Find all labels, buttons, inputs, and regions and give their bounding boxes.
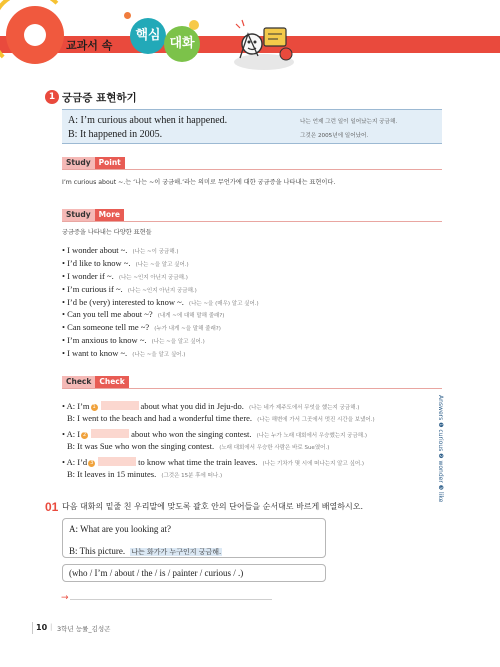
check-item: • A: I 2 about who won the singing contest. (나는 누가 노래 대회에서 우승했는지 궁금해.) B: It was Sue who won the singing contest. (노래 대회에서 우승한 사람은 바로 Sue였어.): [62, 429, 368, 451]
list-item: • I’d like to know ~. (나는 ~을 알고 싶어.): [62, 257, 189, 268]
check-item: • A: I’m 1 about what you did in Jeju-do. (나는 네가 제주도에서 무엇을 했는지 궁금해.) B: I went to the beach and had a wonderful time there. (나는 해변에 가서 그곳에서 멋진 시간을 보냈어.): [62, 401, 375, 423]
divider: [62, 169, 442, 170]
arrow-icon: →: [61, 593, 69, 603]
study-more-intro: 궁금증을 나타내는 다양한 표현들: [62, 229, 152, 236]
study-tag-label: Study: [62, 209, 95, 221]
question-text: 다음 대화의 밑줄 친 우리말에 맞도록 괄호 안의 단어들을 순서대로 바르게 배열하시오.: [62, 502, 363, 511]
bubble-dialog: 대화: [164, 26, 200, 62]
page-number: 10: [36, 623, 48, 632]
dialog-line-ko: 나는 언제 그런 일이 일어났는지 궁금해.: [300, 119, 398, 125]
list-item: • Can you tell me about ~? (내게 ~에 대해 말해 줄래?): [62, 309, 225, 320]
list-item: • I’d be (very) interested to know ~. (나는 ~을 (매우) 알고 싶어.): [62, 296, 259, 307]
list-item: • Can someone tell me ~? (누가 내게 ~을 말해 줄래?): [62, 322, 221, 333]
underlined-korean: 나는 화가가 누구인지 궁금해.: [131, 548, 222, 556]
dot-decoration-yellow: [189, 20, 199, 30]
study-more-tag: [62, 209, 124, 221]
dialog-line-en: A: I’m curious about when it happened.: [68, 115, 228, 126]
check-tag-label: Check: [62, 376, 95, 388]
blank-number-badge: 2: [83, 432, 87, 438]
word-bank: (who / I’m / about / the / is / painter / curious / .): [69, 568, 244, 578]
dot-decoration: [124, 12, 131, 19]
dialog-line-en: B: It happened in 2005.: [68, 129, 163, 140]
answers-sidebar: [434, 395, 444, 505]
footer-separator: |: [50, 623, 53, 631]
study-point-tag: [62, 157, 125, 169]
expression-list: [62, 238, 432, 359]
list-item: • I’m anxious to know ~. (나는 ~을 알고 싶어.): [62, 335, 205, 346]
answer-line[interactable]: [70, 599, 272, 600]
list-item: • I’m curious if ~. (나는 ~인지 아닌지 궁금해.): [62, 283, 197, 294]
yellow-arc-decoration: [0, 0, 70, 70]
point-tag-label: Point: [95, 157, 125, 169]
list-item: • I wonder if ~. (나는 ~인지 아닌지 궁금해.): [62, 270, 188, 281]
question-dialog-box: [62, 518, 326, 558]
check-tag-label-2: Check: [95, 376, 128, 388]
study-point-text: I’m curious about ~.는 ‘나는 ~이 궁금해.’라는 의미로 무언가에 대한 궁금증을 나타내는 표현이다.: [62, 179, 336, 186]
answers-label: Answers ❶ curious ❷ wonder ❸ like: [437, 395, 444, 503]
word-bank-box: [62, 564, 326, 582]
check-item: • A: I’d 3 to know what time the train leaves. (나는 기차가 몇 시에 떠나는지 알고 싶어.) B: It leaves in 15 minutes. (그것은 15분 후에 떠나.): [62, 457, 365, 479]
footer-divider: [32, 622, 33, 634]
more-tag-label: More: [95, 209, 124, 221]
list-item: • I wonder about ~. (나는 ~이 궁금해.): [62, 245, 179, 255]
footer-subtitle: 3학년 능률_김성곤: [57, 625, 111, 633]
dialog-box: [62, 109, 442, 144]
divider: [62, 221, 442, 222]
list-item: • I want to know ~. (나는 ~을 알고 싶어.): [62, 348, 186, 359]
question-number: 01: [45, 500, 59, 514]
dialog-line-ko: 그것은 2005년에 일어났어.: [300, 133, 369, 139]
section-title: 궁금증 표현하기: [62, 92, 137, 104]
study-tag-label: Study: [62, 157, 95, 169]
check-tag: [62, 376, 129, 388]
question-line-a: A: What are you looking at?: [69, 524, 172, 534]
section-number-badge: 1: [45, 90, 59, 104]
blank-number-badge: 1: [92, 404, 96, 410]
divider: [62, 388, 442, 389]
bubble-core: 핵심: [130, 18, 166, 54]
illustration-icon: [228, 14, 300, 74]
question-line-b: B: This picture. 나는 화가가 누구인지 궁금해.: [69, 546, 222, 556]
section-name: 교과서 속: [66, 39, 113, 52]
blank-number-badge: 3: [90, 460, 94, 466]
